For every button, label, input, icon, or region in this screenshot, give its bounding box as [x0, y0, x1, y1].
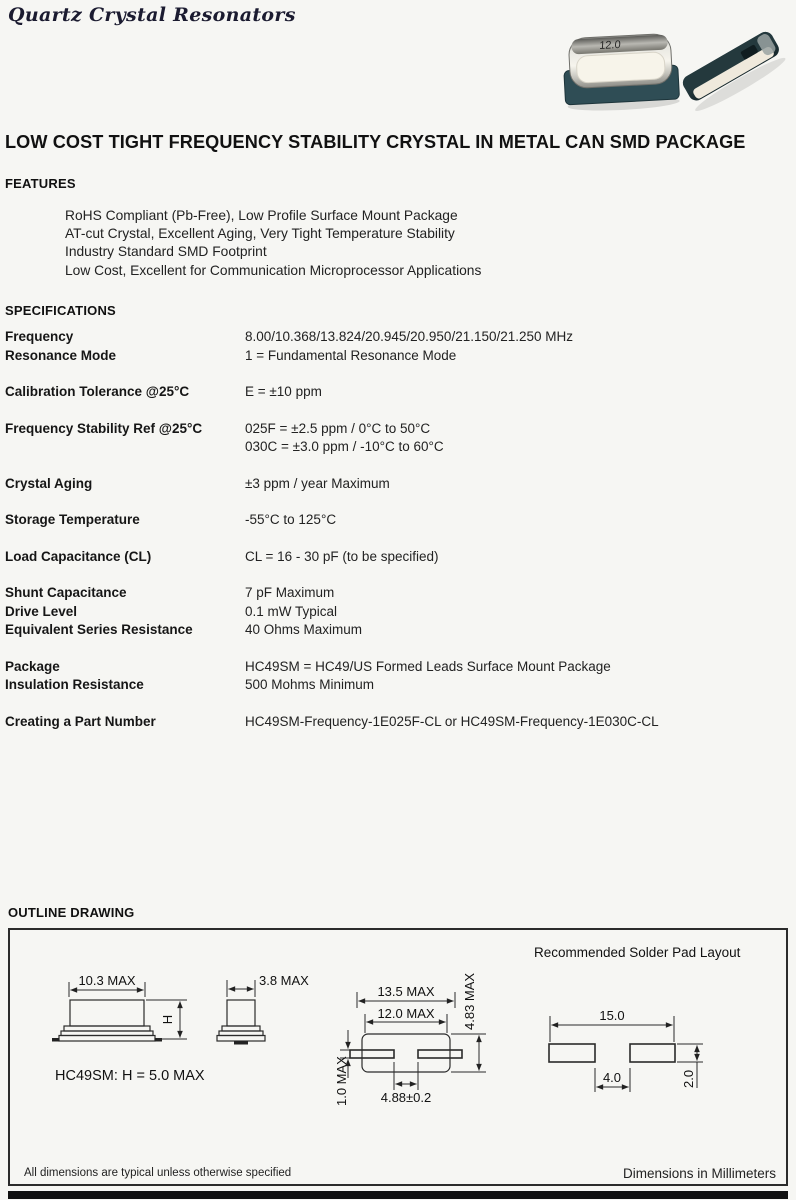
side-view — [217, 973, 309, 1045]
spec-group — [5, 584, 791, 640]
spec-group — [5, 383, 791, 402]
lead-tab-left — [52, 1038, 60, 1042]
spec-row — [5, 511, 791, 530]
spec-value: 0.1 mW Typical — [245, 603, 338, 619]
solder-pad-right — [630, 1044, 675, 1062]
solder-pad-layout — [534, 945, 741, 1092]
features-heading: FEATURES — [5, 176, 76, 191]
crystal-marking: 12.0 — [598, 38, 621, 53]
brand-title: Quartz Crystal Resonators — [8, 4, 296, 26]
spec-row — [5, 603, 791, 622]
spec-label: Insulation Resistance — [5, 677, 144, 692]
spec-value: -55°C to 125°C — [245, 512, 337, 527]
spec-label: Frequency — [5, 329, 74, 344]
spec-groups — [5, 328, 791, 749]
spec-row — [5, 548, 791, 567]
spec-row — [5, 475, 791, 494]
dim-bottom-body: 12.0 MAX — [377, 1006, 435, 1021]
spec-row — [5, 383, 791, 402]
dim-bottom-height: 4.83 MAX — [462, 972, 477, 1030]
photo-smd-crystal-top — [562, 33, 680, 113]
spec-row — [5, 584, 791, 603]
spec-value: HC49SM-Frequency-1E025F-CL or HC49SM-Frequency-1E030C-CL — [245, 713, 659, 729]
spec-row — [5, 713, 791, 732]
spec-value: HC49SM = HC49/US Formed Leads Surface Mount Package — [245, 658, 611, 674]
spec-group — [5, 511, 791, 530]
spec-row — [5, 621, 791, 640]
feature-item: AT-cut Crystal, Excellent Aging, Very Tight Temperature Stability — [65, 226, 455, 242]
outline-drawing-box — [8, 928, 788, 1186]
spec-row — [5, 438, 791, 457]
note-dimensions-typical: All dimensions are typical unless otherwise specified — [24, 1167, 292, 1179]
spec-label — [5, 438, 245, 457]
spec-label: Shunt Capacitance — [5, 585, 127, 600]
features-list — [65, 207, 705, 280]
spec-row — [5, 676, 791, 695]
spec-row — [5, 328, 791, 347]
bottom-view — [334, 973, 486, 1106]
spec-group — [5, 420, 791, 457]
spec-row — [5, 347, 791, 366]
dim-lead-thickness: 1.0 MAX — [334, 1056, 349, 1106]
outline-drawing-heading: OUTLINE DRAWING — [8, 905, 135, 920]
side-notch — [234, 1041, 248, 1045]
spec-value: ±3 ppm / year Maximum — [245, 475, 390, 491]
feature-item: Industry Standard SMD Footprint — [65, 244, 267, 260]
outline-drawing — [10, 930, 786, 1184]
spec-group — [5, 658, 791, 695]
spec-row — [5, 658, 791, 677]
spec-label: Frequency Stability Ref @25°C — [5, 420, 203, 436]
spec-label: Crystal Aging — [5, 475, 93, 491]
spec-group — [5, 475, 791, 494]
spec-group — [5, 713, 791, 732]
spec-value: 40 Ohms Maximum — [245, 622, 363, 637]
spec-value: 500 Mohms Minimum — [245, 677, 375, 692]
footer-bar — [8, 1191, 788, 1199]
spec-label: Storage Temperature — [5, 512, 140, 527]
product-photos — [552, 24, 792, 116]
bottom-lead-right — [418, 1050, 462, 1058]
spec-value: 030C = ±3.0 ppm / -10°C to 60°C — [245, 439, 444, 454]
spec-value: 025F = ±2.5 ppm / 0°C to 50°C — [245, 420, 431, 436]
spec-value: 1 = Fundamental Resonance Mode — [245, 347, 457, 363]
dim-bottom-overall: 13.5 MAX — [377, 984, 435, 999]
caption-part: HC49SM: — [55, 1068, 118, 1084]
feature-item: Low Cost, Excellent for Communication Microprocessor Applications — [65, 262, 482, 278]
spec-row — [5, 420, 791, 439]
photo-smd-crystal-bottom — [678, 29, 788, 116]
spec-group — [5, 548, 791, 567]
dim-front-width: 10.3 MAX — [78, 973, 136, 988]
dim-side-width: 3.8 MAX — [259, 973, 309, 988]
spec-label: Load Capacitance (CL) — [5, 548, 152, 564]
spec-value: 8.00/10.368/13.824/20.945/20.950/21.150/21.250 MHz — [245, 329, 574, 344]
specifications-heading: SPECIFICATIONS — [5, 303, 116, 318]
spec-label: Resonance Mode — [5, 347, 117, 363]
crystal-can-face — [576, 52, 665, 84]
dim-pad-span: 15.0 — [599, 1008, 625, 1023]
dim-lead-gap: 4.88±0.2 — [380, 1090, 432, 1105]
pad-layout-title: Recommended Solder Pad Layout — [534, 945, 741, 960]
note-dimensions-units: Dimensions in Millimeters — [622, 1166, 776, 1181]
spec-label: Creating a Part Number — [5, 713, 156, 729]
feature-item: RoHS Compliant (Pb-Free), Low Profile Surface Mount Package — [65, 208, 458, 223]
spec-label: Equivalent Series Resistance — [5, 622, 193, 637]
spec-value: E = ±10 ppm — [245, 384, 322, 399]
spec-value: CL = 16 - 30 pF (to be specified) — [245, 548, 439, 564]
spec-group — [5, 328, 791, 365]
solder-pad-left — [549, 1044, 595, 1062]
dim-pad-gap: 4.0 — [602, 1070, 622, 1085]
page-title: LOW COST TIGHT FREQUENCY STABILITY CRYSTAL IN METAL CAN SMD PACKAGE — [5, 131, 746, 152]
dim-pad-height: 2.0 — [681, 1069, 696, 1088]
spec-label: Package — [5, 658, 60, 674]
spec-value: 7 pF Maximum — [245, 585, 335, 600]
bottom-lead-left — [350, 1050, 394, 1058]
front-view — [52, 973, 205, 1084]
spec-label: Calibration Tolerance @25°C — [5, 384, 190, 399]
dim-height-label: H — [160, 1014, 175, 1025]
spec-label: Drive Level — [5, 603, 78, 619]
caption-height: H = 5.0 MAX — [122, 1068, 205, 1084]
